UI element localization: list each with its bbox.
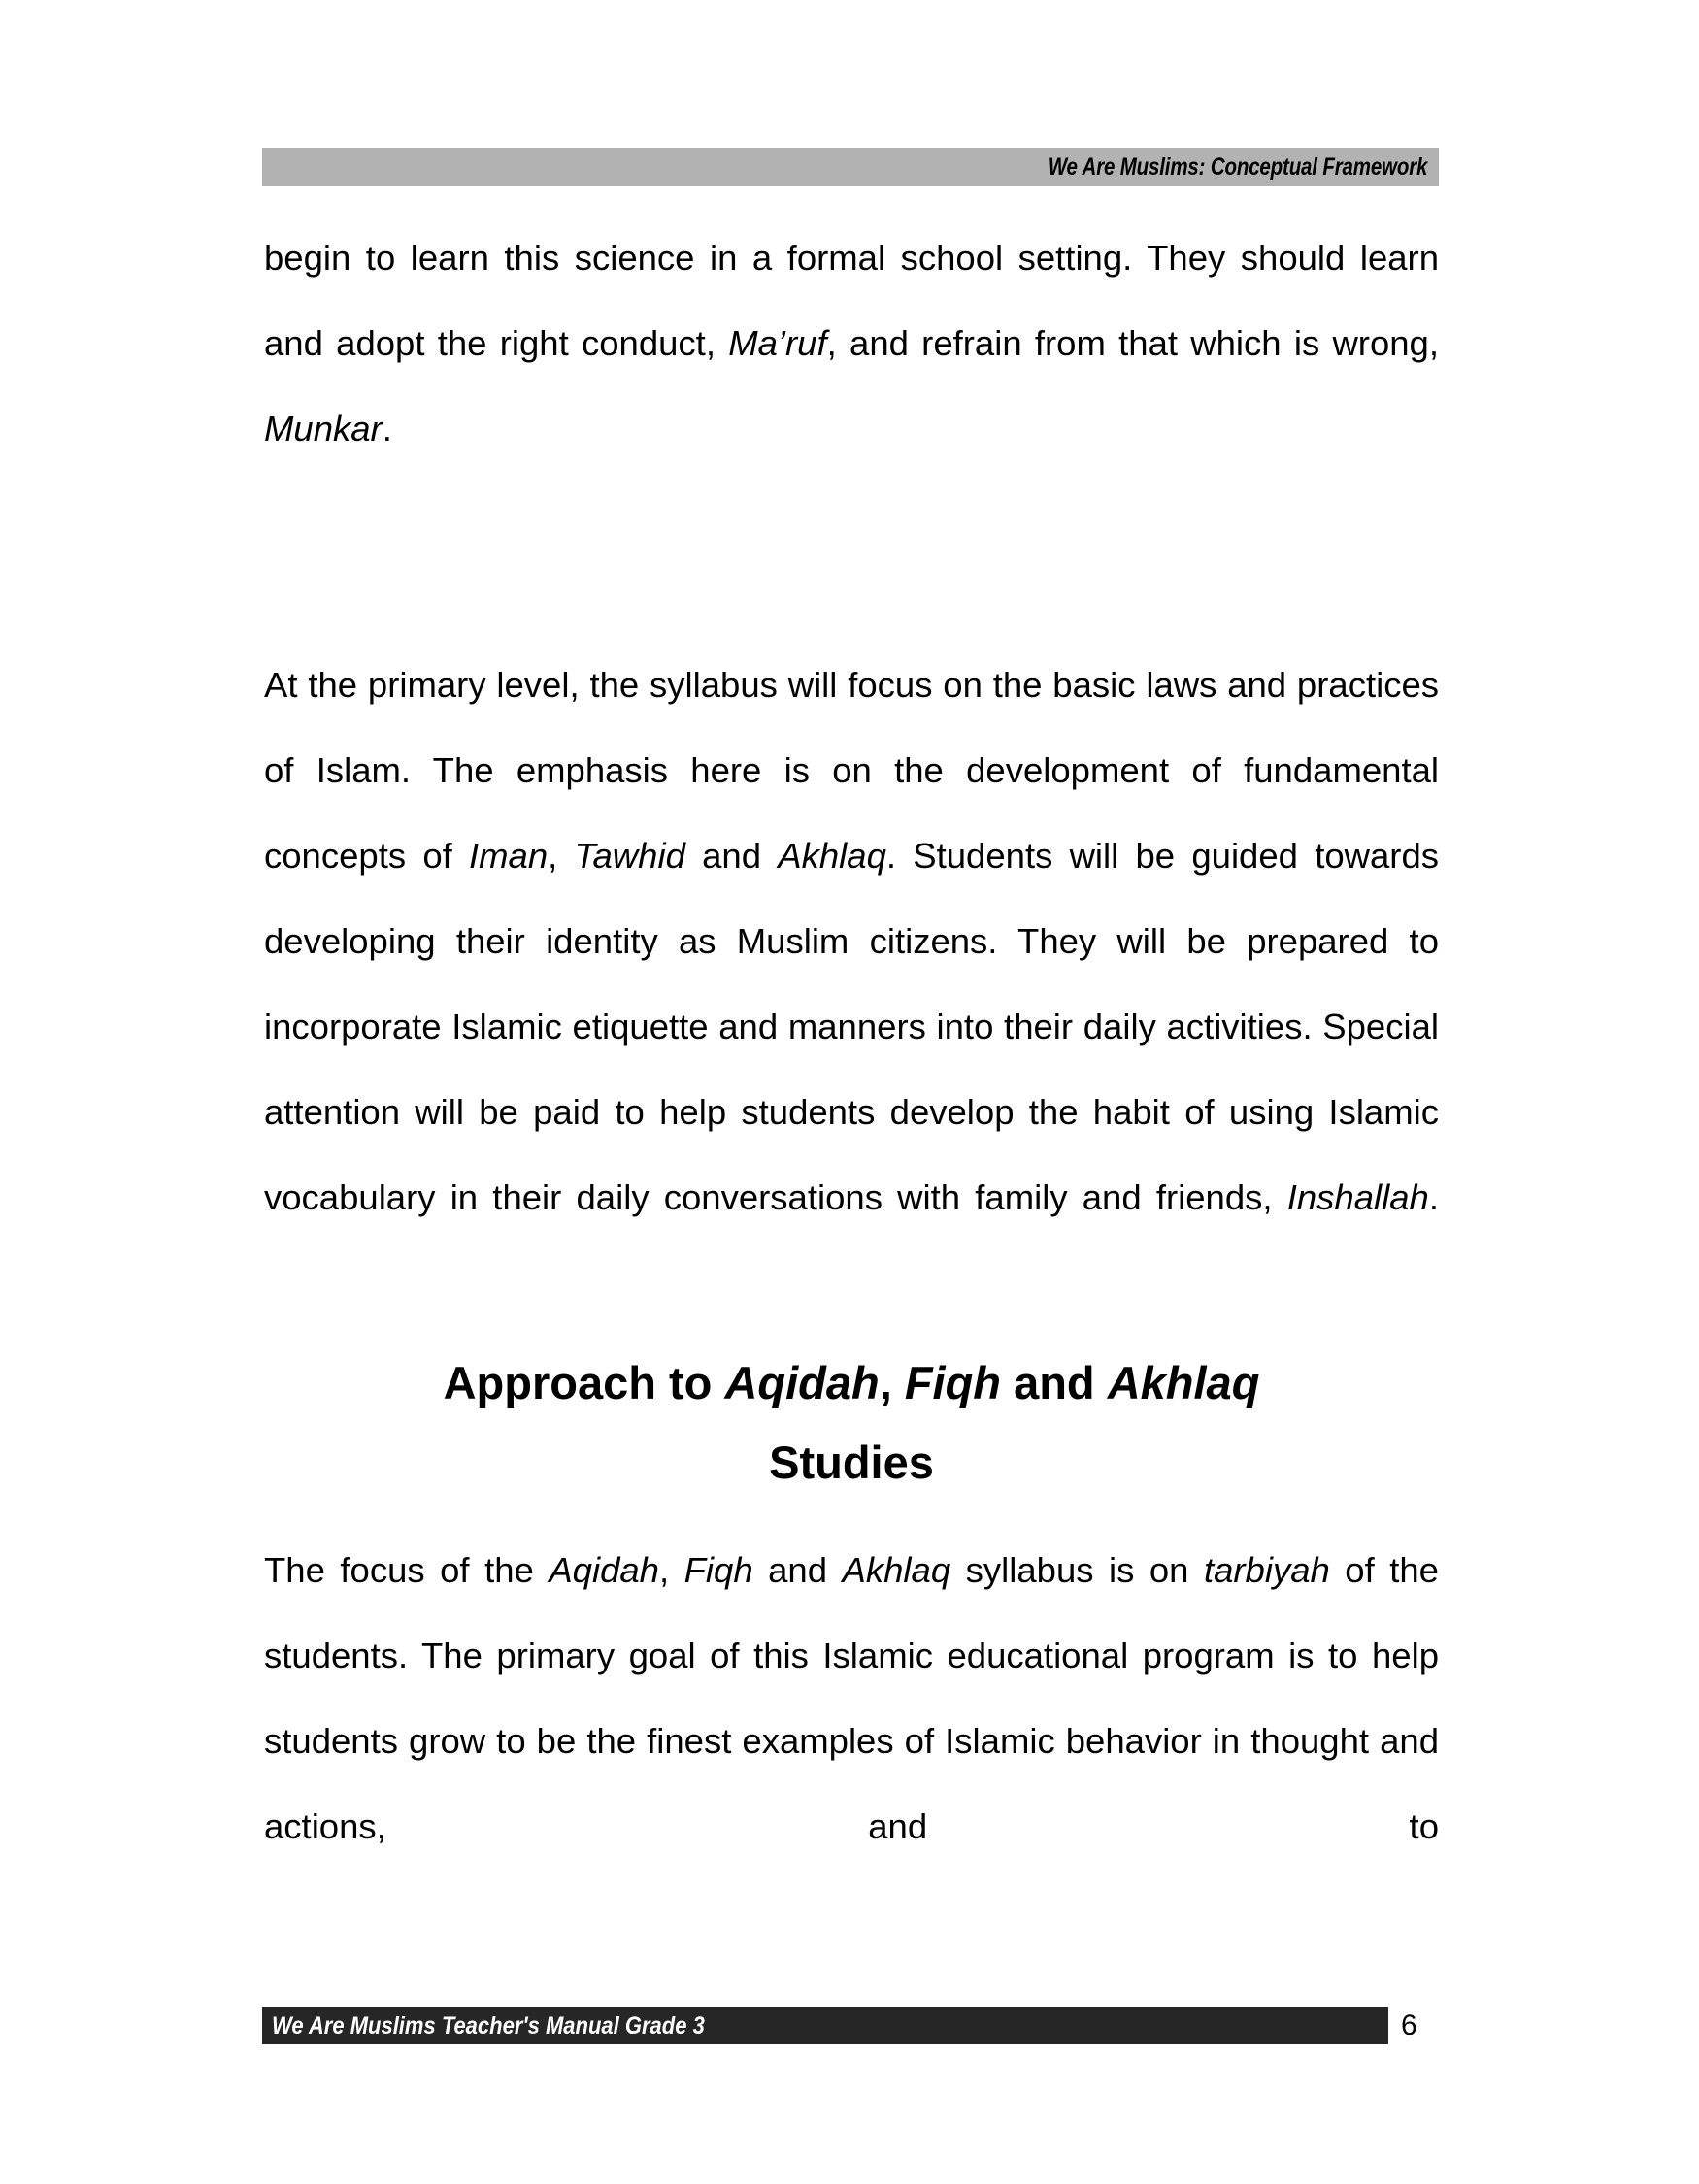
paragraph-3-part-2: , bbox=[658, 1550, 684, 1590]
paragraph-spacer bbox=[264, 557, 1439, 643]
paragraph-3-part-3: and bbox=[752, 1550, 843, 1590]
heading-term-fiqh: Fiqh bbox=[904, 1357, 1002, 1408]
paragraph-3-part-4: syllabus is on bbox=[950, 1550, 1204, 1590]
paragraph-1-part-3: . bbox=[382, 409, 392, 448]
term-aqidah: Aqidah bbox=[549, 1550, 659, 1590]
term-fiqh: Fiqh bbox=[683, 1550, 753, 1590]
paragraph-2-part-5: . bbox=[1428, 1177, 1439, 1217]
paragraph-1-part-2: , and refrain from that which is wrong, bbox=[826, 323, 1439, 363]
section-heading bbox=[264, 1343, 1439, 1503]
running-footer-text: We Are Muslims Teacher's Manual Grade 3 bbox=[272, 2011, 705, 2039]
running-header-band bbox=[262, 148, 1439, 186]
paragraph-2-part-1: At the primary level, the syllabus will focus on the basic laws and practices of Islam. The emphasis here is on the development of fundamental concepts of bbox=[264, 665, 1439, 876]
term-inshallah: Inshallah bbox=[1286, 1177, 1429, 1217]
section-heading-block bbox=[264, 1343, 1439, 1503]
term-maruf: Ma’ruf bbox=[728, 323, 827, 363]
heading-part-2: , bbox=[879, 1357, 905, 1408]
running-footer-band bbox=[262, 2007, 1388, 2044]
paragraph-1-part-1: begin to learn this science in a formal school setting. They should learn and adopt the right conduct, bbox=[264, 238, 1439, 363]
term-akhlaq-2: Akhlaq bbox=[842, 1550, 951, 1590]
page-number: 6 bbox=[1401, 2009, 1417, 2041]
heading-term-akhlaq: Akhlaq bbox=[1107, 1357, 1260, 1408]
paragraph-continuation bbox=[264, 215, 1439, 557]
term-munkar: Munkar bbox=[264, 409, 383, 448]
term-tawhid: Tawhid bbox=[574, 836, 685, 876]
running-header-text: We Are Muslims: Conceptual Framework bbox=[1048, 152, 1427, 181]
heading-term-aqidah: Aqidah bbox=[724, 1357, 880, 1408]
heading-part-1: Approach to bbox=[443, 1357, 725, 1408]
paragraph-2-part-4: . Students will be guided towards developing their identity as Muslim citizens. They will be prepared to incorporate Islamic etiquette and manners into their daily activities. Special attention will be paid to help students develop the habit of using Islamic vocabulary in their daily conversations with family and friends, bbox=[264, 836, 1439, 1217]
heading-line-2: Studies bbox=[769, 1437, 934, 1488]
term-akhlaq: Akhlaq bbox=[778, 836, 886, 876]
paragraph-focus-of-syllabus bbox=[264, 1528, 1439, 1955]
term-iman: Iman bbox=[469, 836, 549, 876]
paragraph-primary-level bbox=[264, 643, 1439, 1326]
text-column bbox=[264, 215, 1439, 1955]
paragraph-3-part-1: The focus of the bbox=[264, 1550, 550, 1590]
paragraph-2-part-3: and bbox=[684, 836, 779, 876]
paragraph-2-part-2: , bbox=[548, 836, 575, 876]
heading-part-3: and bbox=[1001, 1357, 1108, 1408]
paragraph-3-part-5: of the students. The primary goal of this Islamic educational program is to help students grow to be the finest examples of Islamic behavior in thought and actions, and to bbox=[264, 1550, 1439, 1846]
term-tarbiyah: tarbiyah bbox=[1203, 1550, 1330, 1590]
